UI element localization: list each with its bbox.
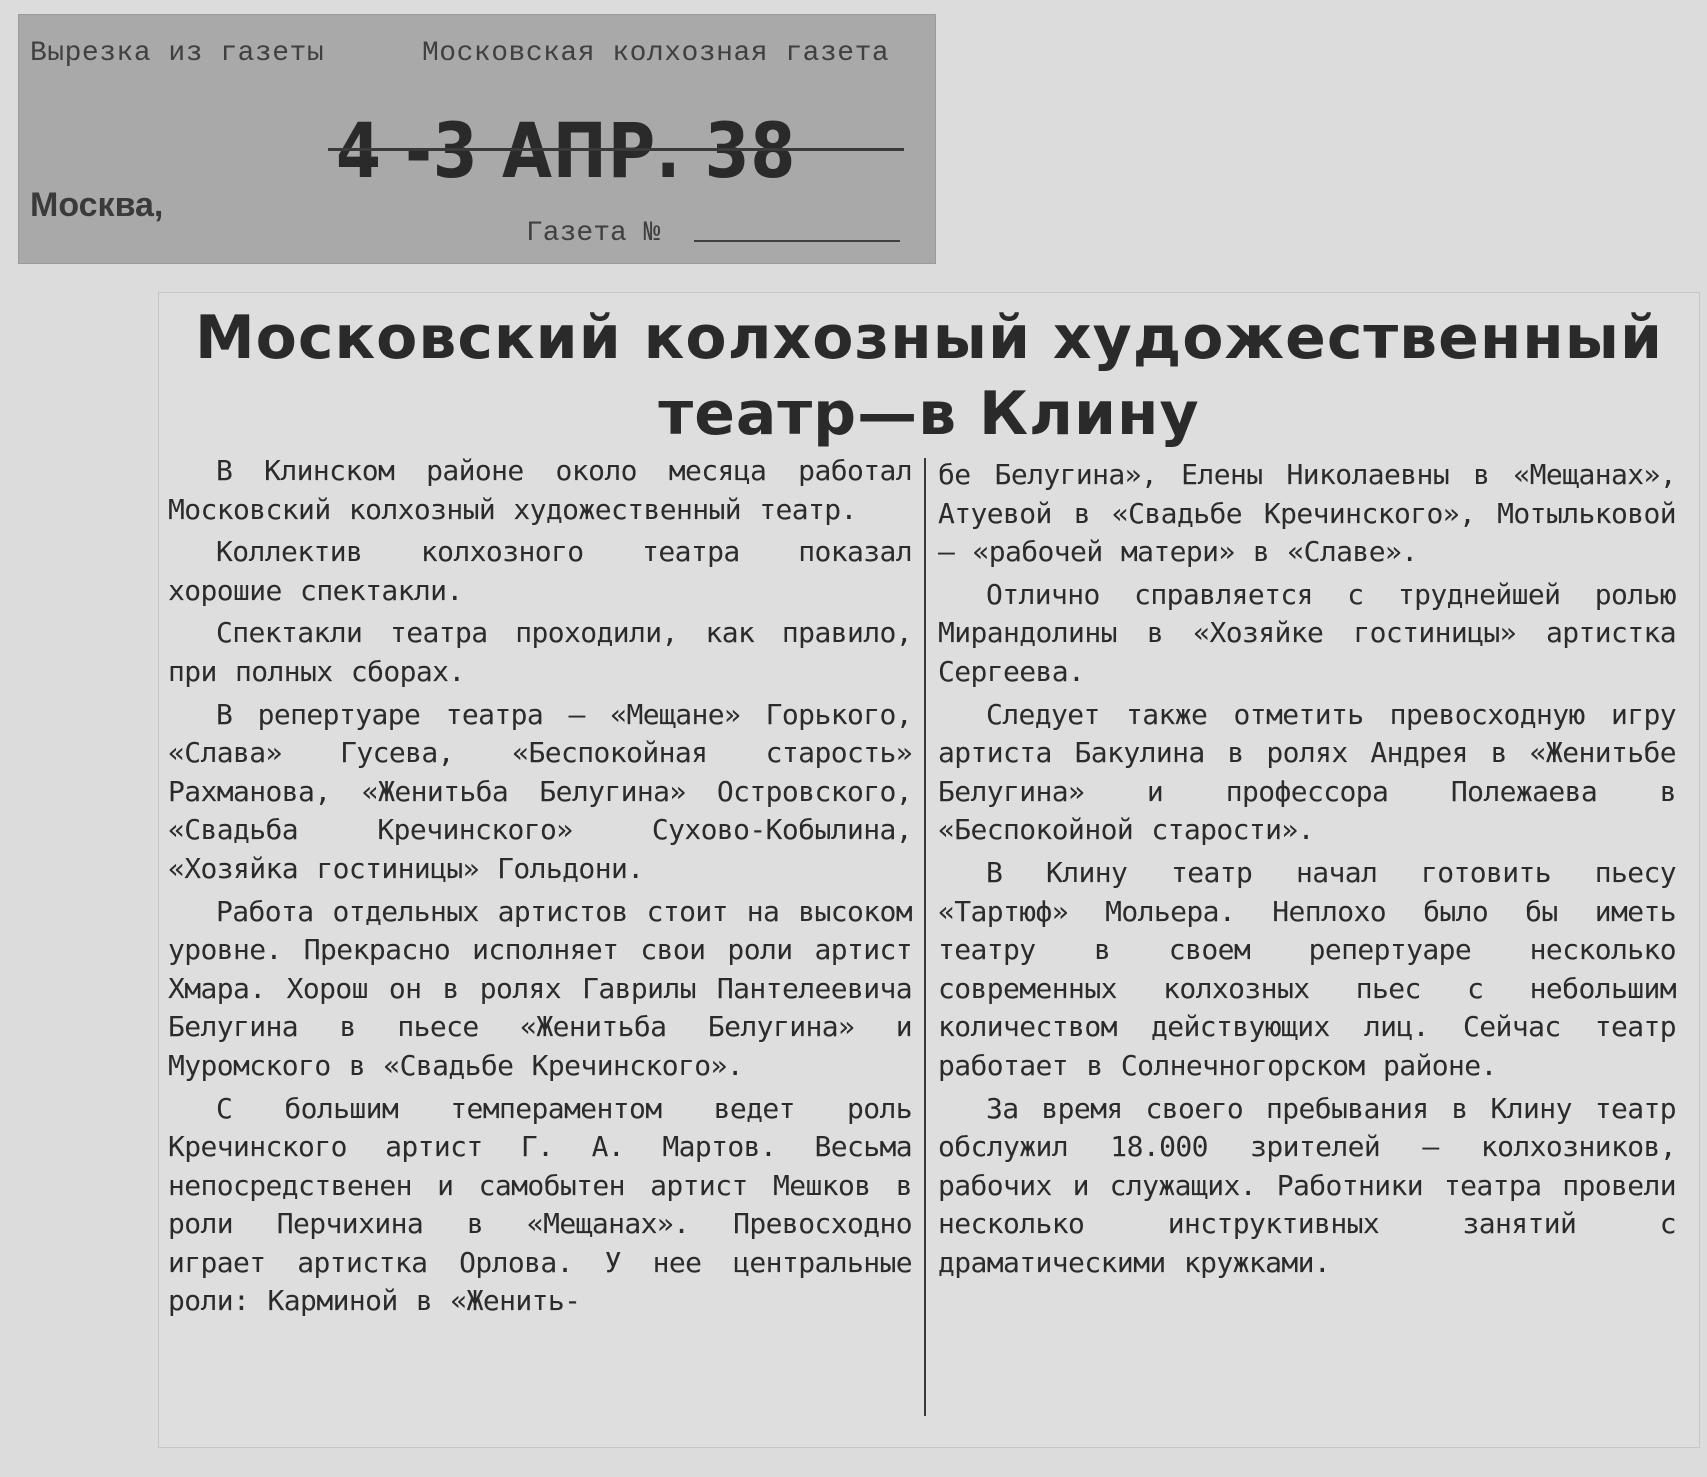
column-divider (924, 458, 926, 1416)
city-label: Москва, (30, 186, 164, 224)
newspaper-name: Московская колхозная газета (422, 38, 890, 69)
paragraph: Коллектив колхозного театра показал хорошие спектакли. (168, 535, 912, 607)
paragraph: бе Белугина», Елены Николаевны в «Мещанах», Атуевой в «Свадьбе Кречинского», Мотыльковой — «рабочей матери» в «Славе». (938, 458, 1676, 569)
paragraph: В репертуаре театра — «Мещане» Горького, «Слава» Гусева, «Беспокойная старость» Рахманова, «Женитьба Белугина» Островского, «Свадьба Кречинского» Сухово-Кобылина, «Хозяйка гостиницы» Гольдони. (168, 697, 912, 885)
paragraph: Следует также отметить превосходную игру артиста Бакулина в ролях Андрея в «Женитьбе Белугина» и профессора Полежаева в «Беспокойной старости». (938, 697, 1676, 847)
cut-from-newspaper-label: Вырезка из газеты (30, 38, 325, 69)
paragraph: В Клину театр начал готовить пьесу «Тартюф» Мольера. Неплохо было бы иметь театру в своем репертуаре несколько современных колхозных пьес с небольшим количеством действующих лиц. Сейчас театр работает в Солнечногорском районе. (938, 855, 1676, 1082)
paragraph: Отлично справляется с труднейшей ролью Мирандолины в «Хозяйке гостиницы» артистка Сергеева. (938, 577, 1676, 688)
paragraph: За время своего пребывания в Клину театр обслужил 18.000 зрителей — колхозников, рабочих и служащих. Работники театра провели несколько инструктивных занятий с драматическими кружками. (938, 1091, 1676, 1279)
paragraph: С большим темпераментом ведет роль Кречинского артист Г. А. Мартов. Весьма непосредственен и самобытен артист Мешков в роли Перчихина в «Мещанах». Превосходно играет артистка Орлова. У нее центральные роли: Карминой в «Женить- (168, 1091, 912, 1318)
article-clipping (158, 292, 1700, 1448)
date-underline (328, 148, 904, 151)
headline-line-2: театр—в Клину (658, 379, 1200, 449)
issue-number-label: Газета № (526, 218, 661, 249)
issue-number-blank (694, 240, 900, 242)
article-column-left (168, 452, 912, 1325)
paragraph: Работа отдельных артистов стоит на высоком уровне. Прекрасно исполняет свои роли артист Хмара. Хорош он в ролях Гаврилы Пантелеевича Белугина в пьесе «Женитьба Белугина» и Муромского в «Свадьбе Кречинского». (168, 894, 912, 1082)
paragraph: В Клинском районе около месяца работал Московский колхозный художественный театр. (168, 454, 912, 526)
article-column-right (938, 456, 1676, 1286)
article-headline (158, 300, 1700, 452)
headline-line-1: Московский колхозный художественный (194, 303, 1664, 373)
clipping-label-slip (18, 14, 936, 264)
paragraph: Спектакли театра проходили, как правило, при полных сборах. (168, 616, 912, 688)
date-stamp: 4 -3 АПР. 38 (336, 106, 797, 195)
